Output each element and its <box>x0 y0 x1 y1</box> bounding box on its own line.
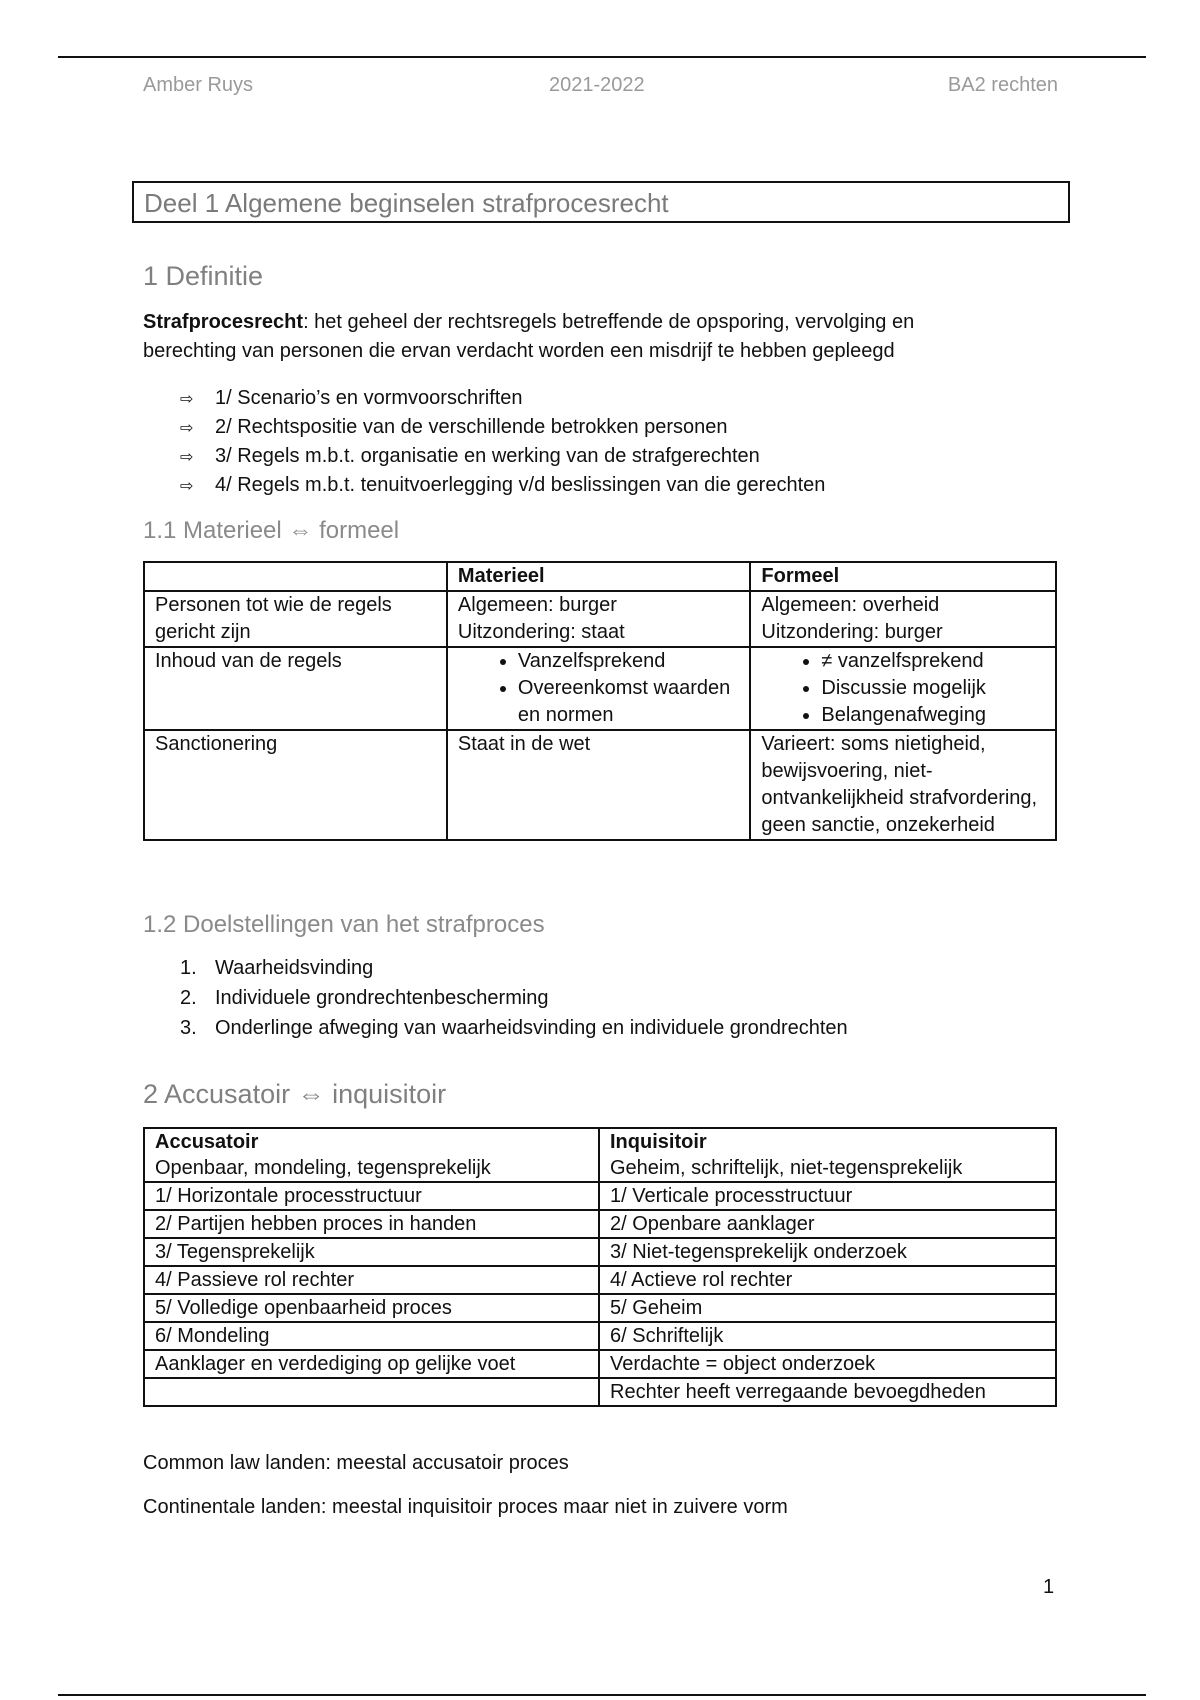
definition-text-1: : het geheel der rechtsregels betreffende de opsporing, vervolging en <box>303 311 915 333</box>
table-cell <box>447 647 750 730</box>
table-cell: Aanklager en verdediging op gelijke voet <box>144 1350 599 1378</box>
list-item: • Overeenkomst waarden en normen <box>518 675 739 729</box>
table-row <box>144 1350 1056 1378</box>
table-row <box>144 1128 1056 1182</box>
table-row <box>144 591 1056 647</box>
section-1-1-heading: 1.1 Materieel ⇔ formeel <box>143 517 400 544</box>
list-item: • Vanzelfsprekend <box>518 648 739 675</box>
table-header-cell: Inquisitoir Geheim, schriftelijk, niet-tegensprekelijk <box>599 1128 1056 1182</box>
table-row <box>144 1182 1056 1210</box>
table-header-cell: Formeel <box>750 562 1056 591</box>
table-cell: 3/ Niet-tegensprekelijk onderzoek <box>599 1238 1056 1266</box>
bullet-list <box>761 648 1045 729</box>
bottom-rule <box>58 1694 1146 1696</box>
arrow-icon: ⇨ <box>180 420 194 437</box>
table-header-cell: Materieel <box>447 562 750 591</box>
table-cell: 3/ Tegensprekelijk <box>144 1238 599 1266</box>
table-cell: 6/ Mondeling <box>144 1322 599 1350</box>
list-item: 1. Waarheidsvinding <box>180 957 374 979</box>
page-number: 1 <box>1043 1576 1055 1598</box>
accusatoir-inquisitoir-table <box>143 1127 1057 1407</box>
page-header <box>143 74 1058 100</box>
materieel-formeel-table <box>143 561 1057 841</box>
common-law-note: Common law landen: meestal accusatoir proces <box>143 1452 569 1474</box>
table-row <box>144 647 1056 730</box>
table-row <box>144 1266 1056 1294</box>
table-cell: 2/ Partijen hebben proces in handen <box>144 1210 599 1238</box>
table-cell: Staat in de wet <box>447 730 750 840</box>
definition-paragraph <box>143 308 1043 366</box>
table-cell: Varieert: soms nietigheid, bewijsvoering, niet-ontvankelijkheid strafvordering, geen sanctie, onzekerheid <box>750 730 1056 840</box>
section-2-heading: 2 Accusatoir ⇔ inquisitoir <box>143 1079 447 1109</box>
list-item: ⇨ 3/ Regels m.b.t. organisatie en werking van de strafgerechten <box>180 442 825 471</box>
objectives-list <box>180 953 848 1043</box>
table-cell: Personen tot wie de regels gericht zijn <box>144 591 447 647</box>
table-cell: 1/ Verticale processtructuur <box>599 1182 1056 1210</box>
table-cell: 5/ Volledige openbaarheid proces <box>144 1294 599 1322</box>
list-item: 2. Individuele grondrechtenbescherming <box>180 987 549 1009</box>
part-title: Deel 1 Algemene beginselen strafprocesrecht <box>132 181 1070 223</box>
table-cell <box>144 562 447 591</box>
arrow-icon: ⇨ <box>180 449 194 466</box>
list-item: ⇨ 4/ Regels m.b.t. tenuitvoerlegging v/d beslissingen van die gerechten <box>180 471 825 500</box>
table-cell: 2/ Openbare aanklager <box>599 1210 1056 1238</box>
bullet-list <box>458 648 739 729</box>
list-item: • Belangenafweging <box>821 702 1045 729</box>
table-cell <box>144 1378 599 1406</box>
scope-list <box>180 384 825 500</box>
table-cell: 5/ Geheim <box>599 1294 1056 1322</box>
header-author: Amber Ruys <box>143 74 254 96</box>
header-year: 2021-2022 <box>549 74 645 96</box>
continental-note: Continentale landen: meestal inquisitoir proces maar niet in zuivere vorm <box>143 1496 788 1518</box>
section-1-2-heading: 1.2 Doelstellingen van het strafproces <box>143 911 545 938</box>
table-cell: Rechter heeft verregaande bevoegdheden <box>599 1378 1056 1406</box>
arrow-icon: ⇨ <box>180 391 194 408</box>
table-row <box>144 1322 1056 1350</box>
table-cell <box>750 647 1056 730</box>
header-course: BA2 rechten <box>947 74 1058 96</box>
table-row <box>144 730 1056 840</box>
table-row <box>144 1238 1056 1266</box>
list-item: ⇨ 1/ Scenario’s en vormvoorschriften <box>180 384 825 413</box>
table-cell: 6/ Schriftelijk <box>599 1322 1056 1350</box>
table-cell: Verdachte = object onderzoek <box>599 1350 1056 1378</box>
definition-term: Strafprocesrecht <box>143 311 304 333</box>
top-rule <box>58 56 1146 58</box>
table-row <box>144 562 1056 591</box>
list-item: • Discussie mogelijk <box>821 675 1045 702</box>
definition-line-1 <box>143 308 1043 337</box>
arrow-icon: ⇨ <box>180 478 194 495</box>
table-cell: Algemeen: overheid Uitzondering: burger <box>750 591 1056 647</box>
table-row <box>144 1378 1056 1406</box>
table-cell: 1/ Horizontale processtructuur <box>144 1182 599 1210</box>
table-row <box>144 1294 1056 1322</box>
list-item: • ≠ vanzelfsprekend <box>821 648 1045 675</box>
list-item: 3. Onderlinge afweging van waarheidsvinding en individuele grondrechten <box>180 1017 848 1039</box>
definition-line-2: berechting van personen die ervan verdacht worden een misdrijf te hebben gepleegd <box>143 340 895 362</box>
table-cell: 4/ Actieve rol rechter <box>599 1266 1056 1294</box>
table-cell: Inhoud van de regels <box>144 647 447 730</box>
table-cell: Sanctionering <box>144 730 447 840</box>
table-row <box>144 1210 1056 1238</box>
table-cell: 4/ Passieve rol rechter <box>144 1266 599 1294</box>
table-header-cell: Accusatoir Openbaar, mondeling, tegensprekelijk <box>144 1128 599 1182</box>
list-item: ⇨ 2/ Rechtspositie van de verschillende betrokken personen <box>180 413 825 442</box>
section-1-heading: 1 Definitie <box>143 261 264 291</box>
table-cell: Algemeen: burger Uitzondering: staat <box>447 591 750 647</box>
